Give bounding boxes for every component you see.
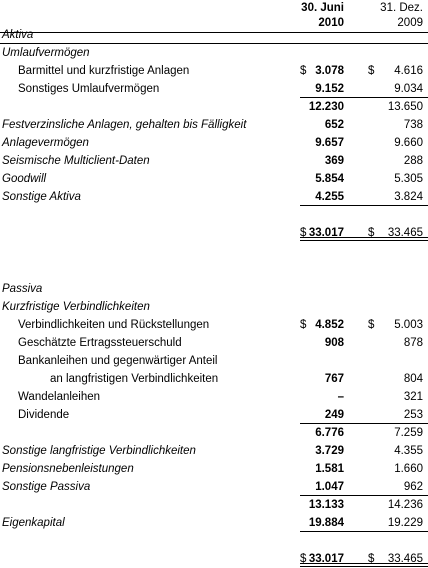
value-2009: 321: [403, 391, 423, 403]
row-label: Sonstiges Umlaufvermögen: [18, 83, 160, 95]
table-row: [0, 514, 428, 532]
value-2009: 878: [403, 337, 423, 349]
value-2009: 804: [403, 373, 423, 385]
table-row: [0, 460, 428, 478]
table-row: [0, 406, 428, 424]
rule: [300, 495, 428, 496]
header-col2-line1: 31. Dez.: [380, 2, 423, 14]
value-2009: 7.259: [394, 427, 423, 439]
value-2010: 33.017: [308, 227, 344, 239]
value-2010: 13.133: [308, 499, 344, 511]
value-2009: 1.660: [394, 463, 423, 475]
value-2009: 5.305: [394, 173, 423, 185]
row-label: Festverzinsliche Anlagen, gehalten bis Fälligkeit: [2, 119, 247, 131]
currency-symbol: $: [368, 227, 375, 239]
table-row: [0, 26, 428, 44]
row-label: Dividende: [18, 409, 70, 421]
value-2010: 1.047: [315, 481, 344, 493]
table-row: [0, 62, 428, 80]
value-2009: 5.003: [394, 319, 423, 331]
value-2009: 9.034: [394, 83, 423, 95]
table-row: [0, 188, 428, 206]
table-row: [0, 44, 428, 62]
table-row: [0, 316, 428, 334]
header-col2-line2: 2009: [397, 17, 423, 29]
value-2010: 249: [324, 409, 344, 421]
value-2010: 6.776: [315, 427, 344, 439]
currency-symbol: $: [368, 65, 375, 77]
row-label: Barmittel und kurzfristige Anlagen: [18, 65, 190, 77]
value-2009: 3.824: [394, 191, 423, 203]
value-2010: 1.581: [315, 463, 344, 475]
rule: [300, 97, 428, 98]
table-row: [0, 370, 428, 388]
value-2010: 12.230: [308, 101, 344, 113]
row-label: Kurzfristige Verbindlichkeiten: [2, 301, 150, 313]
rule: [0, 43, 428, 44]
currency-symbol: $: [300, 227, 307, 239]
value-2009: 33.465: [387, 227, 423, 239]
table-row: [0, 496, 428, 514]
currency-symbol: $: [368, 553, 375, 565]
row-label: Sonstige langfristige Verbindlichkeiten: [2, 445, 196, 457]
table-row: [0, 352, 428, 370]
table-row: [0, 98, 428, 116]
value-2009: 19.229: [387, 517, 423, 529]
value-2009: 4.355: [394, 445, 423, 457]
table-row: [0, 298, 428, 316]
row-label: Umlaufvermögen: [2, 47, 90, 59]
row-label: Passiva: [2, 283, 43, 295]
value-2009: 288: [403, 155, 423, 167]
value-2009: 738: [403, 119, 423, 131]
table-row: [0, 170, 428, 188]
row-label: Pensionsnebenleistungen: [2, 463, 134, 475]
table-row: [0, 424, 428, 442]
double-rule: [300, 563, 428, 567]
row-label: Eigenkapital: [2, 517, 65, 529]
table-row: [0, 152, 428, 170]
double-rule: [300, 237, 428, 241]
value-2010: 9.152: [315, 83, 344, 95]
value-2010: 19.884: [308, 517, 344, 529]
row-label: Aktiva: [2, 29, 34, 41]
table-row: [0, 334, 428, 352]
row-label: Anlagevermögen: [2, 137, 89, 149]
currency-symbol: $: [300, 319, 307, 331]
header-col1-line1: 30. Juni: [301, 2, 344, 14]
currency-symbol: $: [300, 65, 307, 77]
row-label: Sonstige Aktiva: [2, 191, 81, 203]
row-label: Bankanleihen und gegenwärtiger Anteil: [18, 355, 218, 367]
table-row: [0, 80, 428, 98]
table-row: [0, 442, 428, 460]
value-2009: 13.650: [387, 101, 423, 113]
rule: [0, 32, 428, 33]
value-2010: 652: [324, 119, 344, 131]
value-2010: 33.017: [308, 553, 344, 565]
row-label: an langfristigen Verbindlichkeiten: [50, 373, 219, 385]
table-row: [0, 134, 428, 152]
rule: [300, 531, 428, 532]
row-label: Sonstige Passiva: [2, 481, 91, 493]
row-label: Verbindlichkeiten und Rückstellungen: [18, 319, 210, 331]
row-label: Seismische Multiclient-Daten: [2, 155, 150, 167]
value-2010: 3.729: [315, 445, 344, 457]
value-2010: 4.255: [315, 191, 344, 203]
value-2010: 767: [324, 373, 344, 385]
table-row: [0, 116, 428, 134]
table-row: [0, 388, 428, 406]
currency-symbol: $: [300, 553, 307, 565]
value-2010: 908: [324, 337, 344, 349]
value-2010: 4.852: [315, 319, 344, 331]
value-2009: 962: [403, 481, 423, 493]
value-2010: 369: [324, 155, 344, 167]
value-2009: 9.660: [394, 137, 423, 149]
value-2009: 33.465: [387, 553, 423, 565]
value-2010: 5.854: [315, 173, 344, 185]
value-2009: 14.236: [387, 499, 423, 511]
value-2010: 3.078: [315, 65, 344, 77]
rule: [300, 423, 428, 424]
table-row: [0, 478, 428, 496]
header-col1-line2: 2010: [318, 17, 344, 29]
table-row: [0, 280, 428, 298]
value-2009: 253: [403, 409, 423, 421]
value-2010: 9.657: [315, 137, 344, 149]
currency-symbol: $: [368, 319, 375, 331]
value-2010: –: [337, 391, 344, 403]
row-label: Geschätzte Ertragssteuerschuld: [18, 337, 182, 349]
rule: [300, 205, 428, 206]
value-2009: 4.616: [394, 65, 423, 77]
row-label: Wandelanleihen: [18, 391, 101, 403]
row-label: Goodwill: [2, 173, 47, 185]
